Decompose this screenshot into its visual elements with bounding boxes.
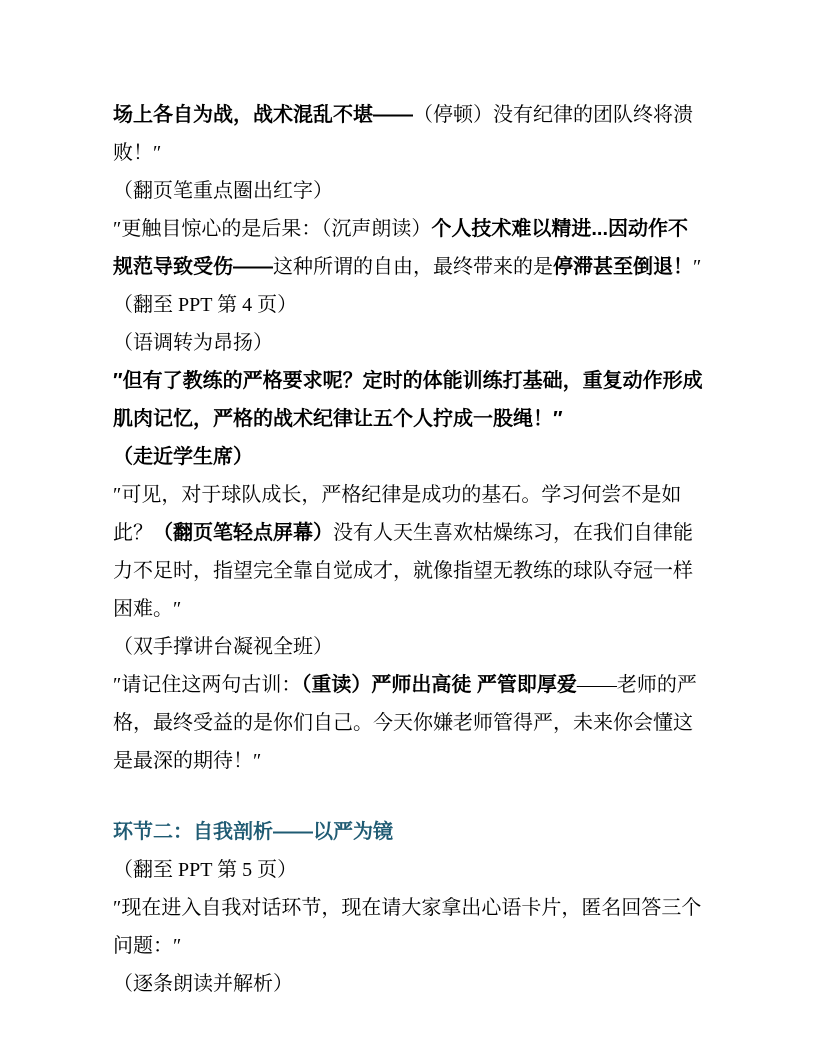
text-segment: 没有人天生喜欢枯燥练习，在我们自律能力不足时，指望完全靠自觉成才，就像指望无教练的球队夺冠一样困难。″ bbox=[113, 522, 693, 620]
text-segment: 个人技术难以精进...因动作不规范导致受伤—— bbox=[113, 218, 689, 278]
text-segment: 停滞甚至倒退！ bbox=[553, 256, 693, 278]
text-segment: ″可见，对于球队成长，严格纪律是成功的基石。学习何尝不是如此？ bbox=[113, 484, 682, 544]
section-heading bbox=[113, 813, 705, 851]
paragraph bbox=[113, 324, 705, 362]
document-text-content bbox=[113, 96, 705, 1003]
text-segment: ″现在进入自我对话环节，现在请大家拿出心语卡片，匿名回答三个问题：″ bbox=[113, 897, 702, 957]
text-segment: （重读）严师出高徒 严管即厚爱 bbox=[301, 674, 577, 696]
text-segment: （走近学生席） bbox=[113, 446, 253, 468]
text-segment: （停顿）没有纪律的团队终将溃败！″ bbox=[113, 104, 693, 164]
text-segment: （翻至 PPT 第 5 页） bbox=[113, 859, 298, 881]
text-segment: ″更触目惊心的是后果：（沉声朗读） bbox=[113, 218, 432, 240]
paragraph bbox=[113, 628, 705, 666]
paragraph bbox=[113, 889, 705, 965]
text-segment: ″但有了教练的严格要求呢？定时的体能训练打基础，重复动作形成肌肉记忆，严格的战术纪律让五个人拧成一股绳！″ bbox=[113, 370, 703, 430]
text-segment: （翻至 PPT 第 4 页） bbox=[113, 294, 298, 316]
paragraph bbox=[113, 666, 705, 780]
paragraph bbox=[113, 851, 705, 889]
text-segment: 环节二：自我剖析——以严为镜 bbox=[113, 821, 393, 843]
text-segment: 这种所谓的自由，最终带来的是 bbox=[273, 256, 553, 278]
paragraph bbox=[113, 438, 705, 476]
paragraph bbox=[113, 362, 705, 438]
paragraph bbox=[113, 172, 705, 210]
text-segment: （双手撑讲台凝视全班） bbox=[113, 636, 333, 658]
text-segment: 场上各自为战，战术混乱不堪—— bbox=[113, 104, 413, 126]
paragraph bbox=[113, 210, 705, 286]
paragraph bbox=[113, 476, 705, 628]
text-segment: ″ bbox=[693, 256, 702, 278]
text-segment: ″请记住这两句古训： bbox=[113, 674, 302, 696]
text-segment: ——老师的严格，最终受益的是你们自己。今天你嫌老师管得严，未来你会懂这是最深的期待！″ bbox=[113, 674, 697, 772]
paragraph bbox=[113, 965, 705, 1003]
paragraph bbox=[113, 286, 705, 324]
text-segment: （翻页笔轻点屏幕） bbox=[153, 522, 333, 544]
paragraph bbox=[113, 96, 705, 172]
text-segment: （语调转为昂扬） bbox=[113, 332, 273, 354]
text-segment: （翻页笔重点圈出红字） bbox=[113, 180, 333, 202]
text-segment: （逐条朗读并解析） bbox=[113, 973, 293, 995]
